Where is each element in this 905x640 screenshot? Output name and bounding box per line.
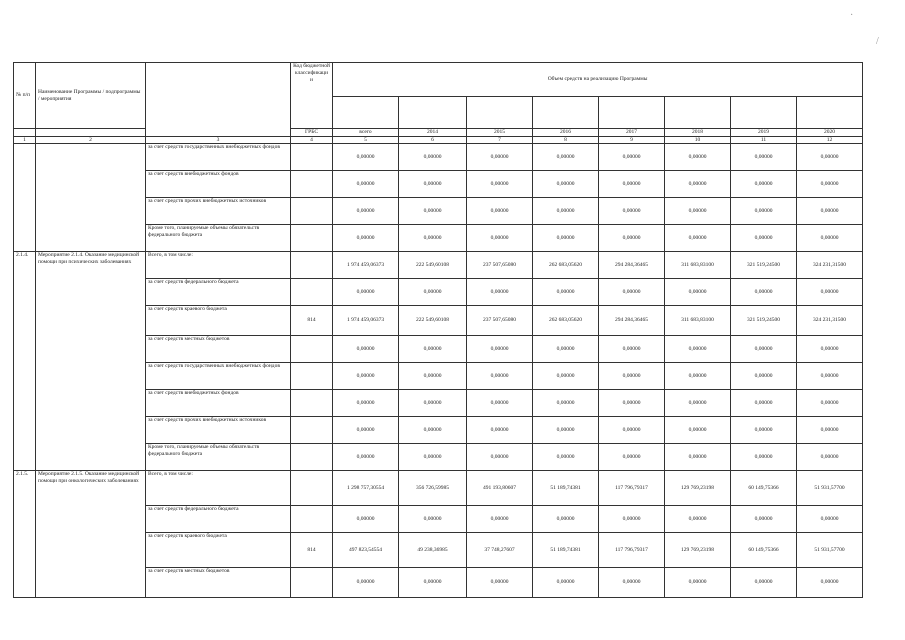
row-grbs: [291, 506, 333, 533]
row-value: 262 683,05620: [533, 252, 599, 279]
header-blank: [333, 97, 399, 129]
row-value: 0,00000: [665, 444, 731, 471]
row-value: 321 519,24500: [731, 306, 797, 336]
row-value: 0,00000: [599, 568, 665, 598]
header-source: [146, 63, 291, 137]
header-no-cont: [14, 129, 36, 137]
row-value: 0,00000: [467, 279, 533, 306]
header-blank: [533, 97, 599, 129]
row-value: 0,00000: [797, 444, 863, 471]
row-value: 0,00000: [333, 506, 399, 533]
row-value: 0,00000: [731, 568, 797, 598]
table-row: [14, 363, 863, 390]
row-number: [14, 306, 36, 336]
row-value: 0,00000: [399, 444, 467, 471]
row-value: 0,00000: [399, 568, 467, 598]
row-value: 0,00000: [467, 144, 533, 171]
row-value: 51 931,57700: [797, 471, 863, 506]
column-index: 10: [665, 137, 731, 144]
header-year: 2017: [599, 129, 665, 137]
row-value: 0,00000: [533, 225, 599, 252]
row-value: 0,00000: [333, 568, 399, 598]
row-value: 0,00000: [399, 363, 467, 390]
row-funding-source: Всего, в том числе:: [146, 252, 291, 279]
row-value: 0,00000: [797, 568, 863, 598]
row-value: 0,00000: [797, 225, 863, 252]
row-value: 0,00000: [333, 390, 399, 417]
row-value: 0,00000: [467, 336, 533, 363]
table-row: [14, 506, 863, 533]
row-value: 0,00000: [333, 144, 399, 171]
table-row: [14, 444, 863, 471]
table-row: [14, 306, 863, 336]
row-value: 0,00000: [333, 444, 399, 471]
header-year: 2018: [665, 129, 731, 137]
row-grbs: [291, 417, 333, 444]
row-funding-source: за счет средств государственных внебюджетных фондов: [146, 363, 291, 390]
row-number: 2.1.4.: [14, 252, 36, 279]
row-number: [14, 144, 36, 171]
row-grbs: [291, 568, 333, 598]
row-value: 0,00000: [333, 279, 399, 306]
header-blank: [399, 97, 467, 129]
row-name: [36, 198, 146, 225]
row-value: 0,00000: [731, 363, 797, 390]
row-number: [14, 568, 36, 598]
row-grbs: [291, 252, 333, 279]
table-row: [14, 144, 863, 171]
row-value: 51 189,74381: [533, 533, 599, 568]
row-number: [14, 506, 36, 533]
row-name: [36, 144, 146, 171]
row-grbs: 814: [291, 306, 333, 336]
row-value: 51 931,57700: [797, 533, 863, 568]
header-blank: [467, 97, 533, 129]
row-value: 0,00000: [533, 444, 599, 471]
table-row: [14, 390, 863, 417]
row-value: 117 796,79317: [599, 533, 665, 568]
row-number: [14, 171, 36, 198]
row-value: 0,00000: [797, 336, 863, 363]
row-value: 0,00000: [665, 363, 731, 390]
row-value: 0,00000: [399, 198, 467, 225]
row-value: 51 189,74381: [533, 471, 599, 506]
row-value: 1 974 459,06373: [333, 306, 399, 336]
row-value: 0,00000: [731, 417, 797, 444]
row-value: 129 769,23198: [665, 471, 731, 506]
table-row: [14, 336, 863, 363]
row-value: 0,00000: [731, 198, 797, 225]
row-value: 324 231,31500: [797, 252, 863, 279]
scan-mark: /: [876, 36, 879, 47]
row-funding-source: Кроме того, планируемые объемы обязательств федерального бюджета: [146, 225, 291, 252]
row-value: 0,00000: [599, 336, 665, 363]
row-name: [36, 336, 146, 363]
row-name: [36, 444, 146, 471]
header-volume: Объем средств на реализацию Программы: [333, 63, 863, 97]
table-row: [14, 417, 863, 444]
row-funding-source: за счет средств местных бюджетов: [146, 336, 291, 363]
row-value: 0,00000: [797, 144, 863, 171]
row-value: 0,00000: [731, 336, 797, 363]
row-value: 49 238,36985: [399, 533, 467, 568]
row-value: 0,00000: [533, 144, 599, 171]
row-value: 0,00000: [467, 390, 533, 417]
row-value: 0,00000: [333, 225, 399, 252]
table-row: [14, 568, 863, 598]
column-index: 4: [291, 137, 333, 144]
column-index: 12: [797, 137, 863, 144]
row-value: 0,00000: [797, 171, 863, 198]
column-index: 5: [333, 137, 399, 144]
row-value: 0,00000: [665, 568, 731, 598]
row-funding-source: за счет средств краевого бюджета: [146, 306, 291, 336]
row-value: 294 284,36465: [599, 306, 665, 336]
row-value: 0,00000: [599, 506, 665, 533]
row-number: 2.1.5.: [14, 471, 36, 506]
row-value: 0,00000: [399, 417, 467, 444]
row-name: Мероприятие 2.1.4. Оказание медицинской помощи при психических заболеваниях: [36, 252, 146, 279]
row-value: 0,00000: [533, 198, 599, 225]
row-value: 237 507,65080: [467, 252, 533, 279]
row-value: 0,00000: [533, 171, 599, 198]
row-value: 0,00000: [399, 144, 467, 171]
row-value: 0,00000: [533, 336, 599, 363]
row-value: 0,00000: [665, 390, 731, 417]
row-value: 0,00000: [399, 225, 467, 252]
row-value: 0,00000: [797, 506, 863, 533]
row-number: [14, 417, 36, 444]
row-value: 0,00000: [797, 390, 863, 417]
header-blank: [797, 97, 863, 129]
row-value: 0,00000: [665, 336, 731, 363]
column-index: 11: [731, 137, 797, 144]
row-number: [14, 444, 36, 471]
row-value: 0,00000: [665, 417, 731, 444]
header-year: 2016: [533, 129, 599, 137]
row-value: 0,00000: [333, 171, 399, 198]
row-name: [36, 279, 146, 306]
row-number: [14, 336, 36, 363]
table-row: [14, 252, 863, 279]
header-code: Код бюджетной классификаци и: [291, 63, 333, 129]
row-grbs: 814: [291, 533, 333, 568]
row-value: 117 796,79317: [599, 471, 665, 506]
row-name: [36, 568, 146, 598]
row-funding-source: за счет средств федерального бюджета: [146, 279, 291, 306]
header-year: 2019: [731, 129, 797, 137]
row-number: [14, 279, 36, 306]
row-number: [14, 198, 36, 225]
column-index: 3: [146, 137, 291, 144]
row-value: 262 683,05620: [533, 306, 599, 336]
row-value: 491 193,80607: [467, 471, 533, 506]
row-value: 0,00000: [333, 198, 399, 225]
row-grbs: [291, 198, 333, 225]
row-value: 294 284,36465: [599, 252, 665, 279]
row-value: 0,00000: [599, 279, 665, 306]
row-name: [36, 171, 146, 198]
row-value: 0,00000: [533, 568, 599, 598]
table-row: [14, 171, 863, 198]
row-value: 0,00000: [533, 506, 599, 533]
row-value: 0,00000: [467, 444, 533, 471]
row-grbs: [291, 444, 333, 471]
row-value: 321 519,24500: [731, 252, 797, 279]
header-year: 2015: [467, 129, 533, 137]
row-grbs: [291, 279, 333, 306]
row-grbs: [291, 471, 333, 506]
row-value: 0,00000: [599, 390, 665, 417]
row-value: 222 549,60108: [399, 252, 467, 279]
row-value: 0,00000: [599, 198, 665, 225]
row-value: 0,00000: [665, 506, 731, 533]
row-grbs: [291, 390, 333, 417]
row-funding-source: за счет средств внебюджетных фондов: [146, 171, 291, 198]
header-no: № п/п: [14, 63, 36, 129]
row-funding-source: за счет средств местных бюджетов: [146, 568, 291, 598]
row-value: 0,00000: [797, 417, 863, 444]
column-index: 8: [533, 137, 599, 144]
row-value: 0,00000: [333, 336, 399, 363]
row-value: 0,00000: [599, 363, 665, 390]
row-funding-source: за счет средств прочих внебюджетных источников: [146, 417, 291, 444]
row-number: [14, 390, 36, 417]
row-value: 0,00000: [665, 144, 731, 171]
row-name: [36, 390, 146, 417]
row-funding-source: за счет средств внебюджетных фондов: [146, 390, 291, 417]
row-funding-source: Кроме того, планируемые объемы обязательств федерального бюджета: [146, 444, 291, 471]
row-value: 0,00000: [665, 171, 731, 198]
row-grbs: [291, 171, 333, 198]
table-row: [14, 198, 863, 225]
row-value: 0,00000: [599, 225, 665, 252]
row-value: 0,00000: [467, 198, 533, 225]
row-value: 0,00000: [731, 144, 797, 171]
row-value: 0,00000: [599, 144, 665, 171]
row-name: [36, 506, 146, 533]
row-value: 0,00000: [467, 225, 533, 252]
row-funding-source: за счет средств прочих внебюджетных источников: [146, 198, 291, 225]
row-number: [14, 225, 36, 252]
row-value: 0,00000: [731, 279, 797, 306]
row-name: [36, 533, 146, 568]
scan-mark: ·: [850, 10, 854, 21]
row-value: 0,00000: [467, 506, 533, 533]
header-year: 2020: [797, 129, 863, 137]
row-funding-source: за счет средств государственных внебюджетных фондов: [146, 144, 291, 171]
row-value: 0,00000: [731, 444, 797, 471]
budget-table: [13, 62, 863, 598]
row-value: 0,00000: [399, 279, 467, 306]
row-value: 0,00000: [665, 225, 731, 252]
row-value: 0,00000: [533, 279, 599, 306]
row-value: 497 823,54554: [333, 533, 399, 568]
row-value: 0,00000: [731, 390, 797, 417]
row-number: [14, 363, 36, 390]
row-value: 356 726,59985: [399, 471, 467, 506]
header-name-cont: [36, 129, 146, 137]
column-index: 9: [599, 137, 665, 144]
row-value: 0,00000: [399, 336, 467, 363]
row-value: 0,00000: [599, 171, 665, 198]
row-funding-source: за счет средств краевого бюджета: [146, 533, 291, 568]
row-value: 311 683,83100: [665, 252, 731, 279]
row-value: 0,00000: [467, 568, 533, 598]
row-value: 0,00000: [467, 417, 533, 444]
header-year: всего: [333, 129, 399, 137]
row-value: 0,00000: [731, 506, 797, 533]
row-value: 60 149,75366: [731, 471, 797, 506]
row-value: 1 974 459,06373: [333, 252, 399, 279]
row-number: [14, 533, 36, 568]
table-row: [14, 471, 863, 506]
row-value: 0,00000: [399, 390, 467, 417]
row-value: 0,00000: [599, 417, 665, 444]
column-index: 7: [467, 137, 533, 144]
row-name: [36, 417, 146, 444]
row-name: Мероприятие 2.1.5. Оказание медицинской помощи при онкологических заболеваниях: [36, 471, 146, 506]
row-value: 0,00000: [797, 279, 863, 306]
row-name: [36, 306, 146, 336]
row-value: 1 298 757,30554: [333, 471, 399, 506]
row-value: 0,00000: [533, 390, 599, 417]
row-grbs: [291, 363, 333, 390]
column-index: 6: [399, 137, 467, 144]
row-value: 0,00000: [399, 506, 467, 533]
header-grbs: ГРБС: [291, 129, 333, 137]
row-value: 324 231,31500: [797, 306, 863, 336]
row-value: 311 683,83100: [665, 306, 731, 336]
row-grbs: [291, 225, 333, 252]
row-value: 129 769,23198: [665, 533, 731, 568]
header-year: 2014: [399, 129, 467, 137]
table-row: [14, 225, 863, 252]
row-value: 0,00000: [665, 198, 731, 225]
table-row: [14, 279, 863, 306]
row-value: 0,00000: [797, 198, 863, 225]
row-funding-source: Всего, в том числе:: [146, 471, 291, 506]
row-value: 0,00000: [731, 225, 797, 252]
row-grbs: [291, 144, 333, 171]
row-value: 0,00000: [333, 417, 399, 444]
row-value: 0,00000: [731, 171, 797, 198]
row-value: 0,00000: [533, 417, 599, 444]
row-grbs: [291, 336, 333, 363]
header-blank: [599, 97, 665, 129]
row-value: 237 507,65080: [467, 306, 533, 336]
row-value: 0,00000: [467, 363, 533, 390]
row-value: 0,00000: [599, 444, 665, 471]
header-name: Наименование Программы / подпрограммы / мероприятия: [36, 63, 146, 129]
row-value: 222 549,60108: [399, 306, 467, 336]
row-funding-source: за счет средств федерального бюджета: [146, 506, 291, 533]
header-blank: [665, 97, 731, 129]
row-name: [36, 363, 146, 390]
row-value: 0,00000: [467, 171, 533, 198]
table-row: [14, 533, 863, 568]
row-value: 0,00000: [665, 279, 731, 306]
header-blank: [731, 97, 797, 129]
row-value: 0,00000: [797, 363, 863, 390]
row-value: 37 748,27607: [467, 533, 533, 568]
row-name: [36, 225, 146, 252]
row-value: 0,00000: [399, 171, 467, 198]
column-index: 1: [14, 137, 36, 144]
row-value: 60 149,75366: [731, 533, 797, 568]
column-index: 2: [36, 137, 146, 144]
row-value: 0,00000: [533, 363, 599, 390]
row-value: 0,00000: [333, 363, 399, 390]
